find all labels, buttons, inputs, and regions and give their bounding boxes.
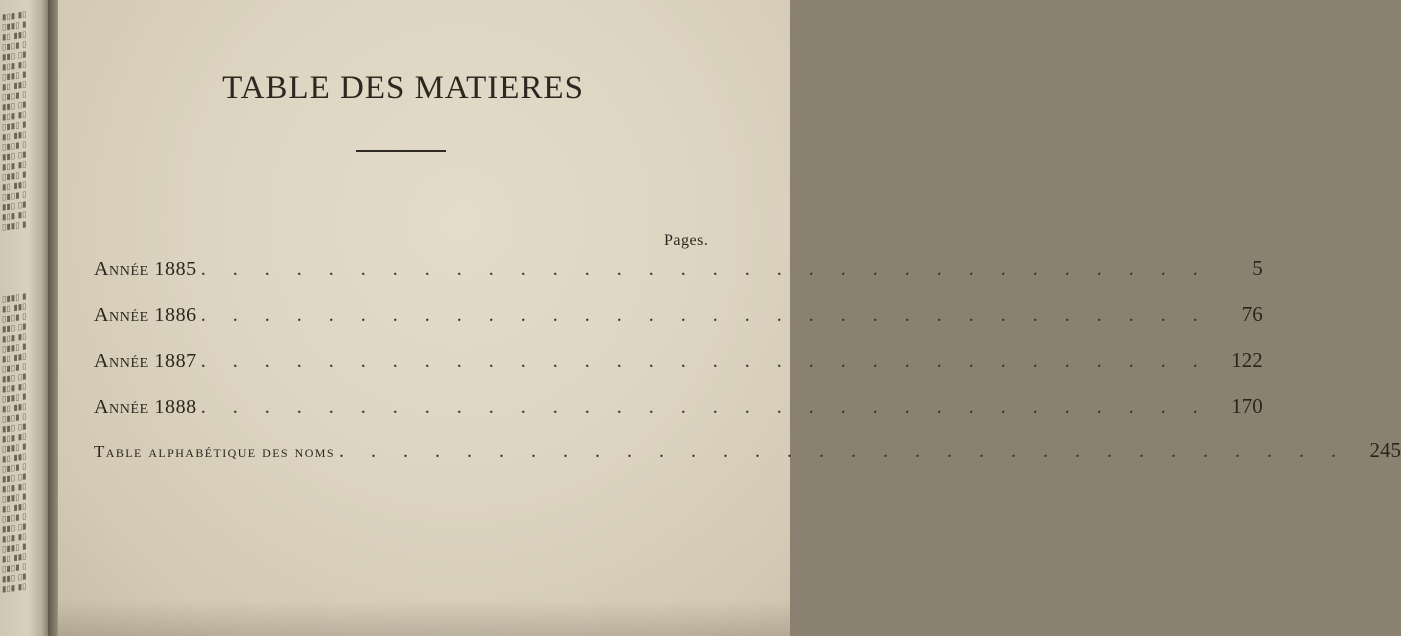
toc-dot-leader: . . . . . . . . . . . . . . . . . . . . . . . . . . . . . . . . [200,304,1209,326]
toc-dot-leader: . . . . . . . . . . . . . . . . . . . . . . . . . . . . . . . . [338,440,1347,462]
toc-entry [94,348,1263,380]
toc-entry-page: 5 [1252,256,1263,280]
title-rule [356,150,446,152]
toc-entry-label: Année 1887 [94,350,197,372]
adjacent-page-text-bleed-bottom: ▯▮▮▯ ▮ ▮▯ ▮▮▯ ▯▮▯▮ ▯ ▮▮▯ ▯▮ ▮▯▮ ▮▯ ▯▮▮▯ ▮ ▮▯ ▮▮▯ ▯▮▯▮ ▯ ▮▮▯ ▯▮ ▮▯▮ ▮▯ ▯▮▮▯ ▮ ▮▯ ▮▮▯ ▯▮▯▮ ▯ ▮▮▯ ▯▮ ▮▯▮ ▮▯ ▯▮▮▯ ▮ ▮▯ ▮▮▯ ▯▮▯▮ ▯ ▮▮▯ ▯▮ ▮▯▮ ▮▯ ▯▮▮▯ ▮ ▮▯ ▮▮▯ ▯▮▯▮ ▯ ▮▮▯ ▯▮ ▮▯▮ ▮▯ ▯▮▮▯ ▮ ▮▯ ▮▮▯ ▯▮▯▮ ▯ ▮▮▯ ▯▮ ▮▯▮ ▮▯ [2,291,27,594]
adjacent-page-edge [0,0,52,636]
book-page [58,0,1401,636]
toc-entry-page: 76 [1241,302,1263,326]
adjacent-page-text-bleed-top: ▮▯▮ ▮▯ ▯▮▮▯ ▮ ▮▯ ▮▮▯ ▯▮▯▮ ▯ ▮▮▯ ▯▮ ▮▯▮ ▮▯ ▯▮▮▯ ▮ ▮▯ ▮▮▯ ▯▮▯▮ ▯ ▮▮▯ ▯▮ ▮▯▮ ▮▯ ▯▮▮▯ ▮ ▮▯ ▮▮▯ ▯▮▯▮ ▯ ▮▮▯ ▯▮ ▮▯▮ ▮▯ ▯▮▮▯ ▮ ▮▯ ▮▮▯ ▯▮▯▮ ▯ ▮▮▯ ▯▮ ▮▯▮ ▮▯ ▯▮▮▯ ▮ [2,9,27,232]
toc-dot-leader: . . . . . . . . . . . . . . . . . . . . . . . . . . . . . . . . [200,350,1209,372]
table-of-contents [94,256,1401,484]
toc-entry-label: Année 1888 [94,396,197,418]
toc-entry [94,302,1263,334]
toc-entry-page: 245 [1369,438,1401,462]
page-shadow [58,600,790,636]
toc-entry-page: 122 [1231,348,1263,372]
toc-dot-leader: . . . . . . . . . . . . . . . . . . . . . . . . . . . . . . . . [200,396,1209,418]
toc-entry-label: Table alphabétique des noms [94,442,335,461]
toc-entry-label: Année 1886 [94,304,197,326]
page-title: TABLE DES MATIERES [222,70,584,106]
toc-entry-page: 170 [1231,394,1263,418]
pages-column-label: Pages. [664,232,709,249]
toc-entry [94,394,1263,426]
toc-entry-label: Année 1885 [94,258,197,280]
toc-entry [94,438,1401,470]
toc-dot-leader: . . . . . . . . . . . . . . . . . . . . . . . . . . . . . . . . [200,258,1209,280]
toc-entry [94,256,1263,288]
